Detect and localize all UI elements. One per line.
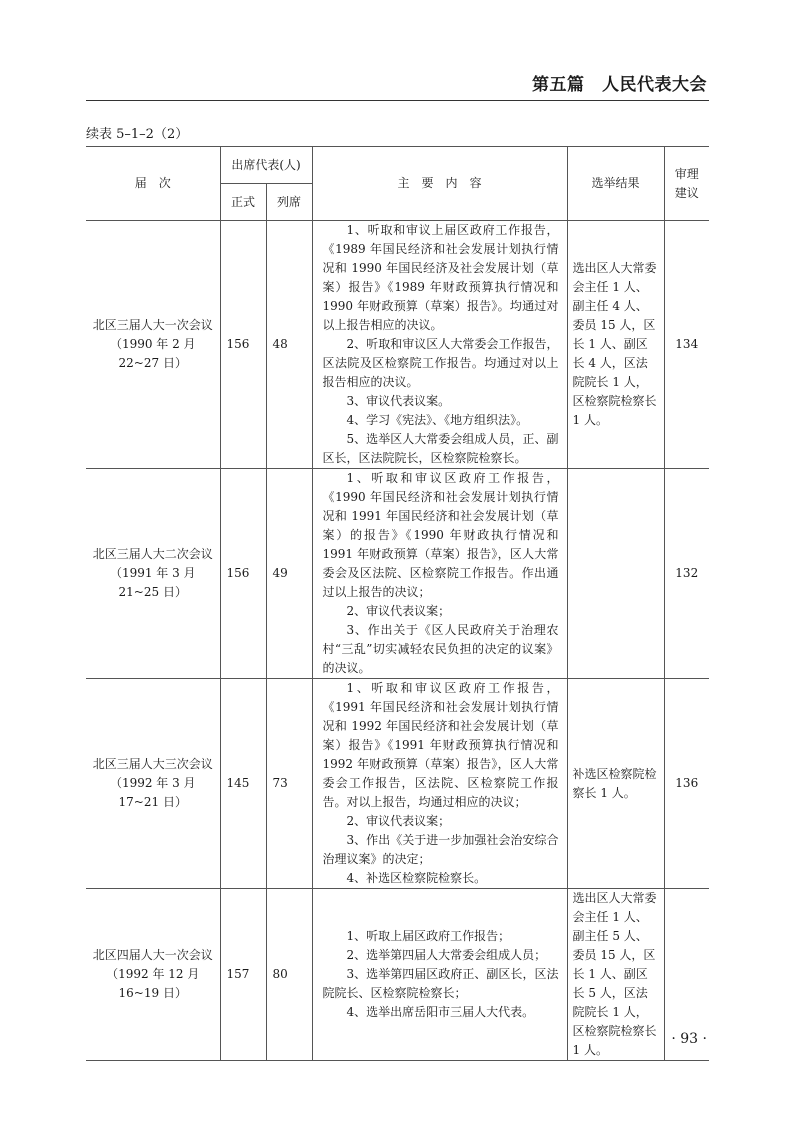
header-session: 届 次 [86, 147, 220, 221]
review-cell: 134 [664, 221, 709, 469]
content-item: 4、学习《宪法》、《地方组织法》。 [346, 413, 529, 427]
session-name: 北区四届人大一次会议 [92, 948, 213, 962]
table-row [86, 469, 709, 679]
table-row [86, 889, 709, 1061]
content-item: 1、听取和审议区政府工作报告，《1990 年国民经济和社会发展计划执行情况和 1991 年国民经济和社会发展计划（草案）的报告》《1990 年财政执行情况和 1991 年财政预算（草案）报告》，区人大常委会及区法院、区检察院工作报告。作出通过以上报告的决议； [322, 471, 559, 599]
result-cell: 补选区检察院检察长 1 人。 [567, 679, 664, 889]
content-item: 5、选举区人大常委会组成人员，正、副区长，区法院院长，区检察院检察长。 [322, 432, 559, 465]
session-cell [86, 221, 220, 469]
session-date: （1992 年 3 月 17~21 日） [109, 776, 196, 809]
review-cell: 136 [664, 679, 709, 889]
session-cell [86, 679, 220, 889]
chapter-header: 第五篇 人民代表大会 [532, 75, 707, 95]
content-item: 1、听取和审议区政府工作报告，《1991 年国民经济和社会发展计划执行情况和 1992 年国民经济和社会发展计划（草案）报告》《1991 年财政预算执行情况和 1992 年财政预算（草案）报告》，区人大常委会工作报告，区法院、区检察院工作报告。对以上报告，均通过相应的决议； [322, 681, 559, 809]
session-date: （1990 年 2 月 22~27 日） [109, 337, 196, 370]
content-item: 1、听取上届区政府工作报告； [346, 929, 511, 943]
content-item: 3、作出《关于进一步加强社会治安综合治理议案》的决定； [322, 833, 559, 866]
header-review: 审理建议 [664, 147, 709, 221]
table-row [86, 221, 709, 469]
content-cell [312, 469, 567, 679]
content-item: 4、选举出席岳阳市三届人大代表。 [346, 1005, 535, 1019]
result-cell: 选出区人大常委会主任 1 人、副主任 5 人、委员 15 人，区长 1 人、副区长 5 人，区法院院长 1 人，区检察院检察长 1 人。 [567, 889, 664, 1061]
content-cell [312, 679, 567, 889]
content-cell [312, 889, 567, 1061]
content-cell [312, 221, 567, 469]
header-formal: 正式 [220, 184, 266, 221]
content-item: 3、审议代表议案。 [346, 394, 451, 408]
formal-count: 145 [220, 679, 266, 889]
sessions-table [86, 146, 709, 1061]
session-name: 北区三届人大二次会议 [92, 547, 213, 561]
content-item: 2、听取和审议区人大常委会工作报告，区法院及区检察院工作报告。均通过对以上报告相应的决议。 [322, 337, 559, 389]
formal-count: 156 [220, 221, 266, 469]
session-cell [86, 469, 220, 679]
page-number: · 93 · [671, 1031, 707, 1047]
result-cell: 选出区人大常委会主任 1 人、副主任 4 人、委员 15 人，区长 1 人、副区长 4 人，区法院院长 1 人，区检察院检察长 1 人。 [567, 221, 664, 469]
nonvoting-count: 49 [266, 469, 312, 679]
header-rule [86, 100, 709, 101]
formal-count: 156 [220, 469, 266, 679]
formal-count: 157 [220, 889, 266, 1061]
table-caption: 续表 5–1–2（2） [86, 127, 189, 142]
nonvoting-count: 80 [266, 889, 312, 1061]
table-row [86, 679, 709, 889]
header-result: 选举结果 [567, 147, 664, 221]
header-nonvoting: 列席 [266, 184, 312, 221]
content-item: 3、选举第四届区政府正、副区长，区法院院长、区检察院检察长； [322, 967, 559, 1000]
content-item: 2、审议代表议案； [346, 604, 451, 618]
session-date: （1991 年 3 月 21~25 日） [109, 566, 196, 599]
content-item: 4、补选区检察院检察长。 [346, 871, 487, 885]
session-name: 北区三届人大一次会议 [92, 318, 213, 332]
header-attendance: 出席代表(人) [220, 147, 312, 184]
content-item: 2、选举第四届人大常委会组成人员； [346, 948, 547, 962]
nonvoting-count: 73 [266, 679, 312, 889]
session-date: （1992 年 12 月 16~19 日） [106, 967, 200, 1000]
result-cell [567, 469, 664, 679]
session-cell [86, 889, 220, 1061]
content-item: 2、审议代表议案； [346, 814, 451, 828]
session-name: 北区三届人大三次会议 [92, 757, 213, 771]
nonvoting-count: 48 [266, 221, 312, 469]
content-item: 3、作出关于《区人民政府关于治理农村“三乱”切实减轻农民负担的决定的议案》的决议。 [322, 623, 559, 675]
header-content: 主 要 内 容 [312, 147, 567, 221]
review-cell: 132 [664, 469, 709, 679]
content-item: 1、听取和审议上届区政府工作报告，《1989 年国民经济和社会发展计划执行情况和 1990 年国民经济及社会发展计划（草案）报告》《1989 年财政预算执行情况和 1990 年财政预算（草案）报告》。均通过对以上报告相应的决议。 [322, 223, 559, 332]
